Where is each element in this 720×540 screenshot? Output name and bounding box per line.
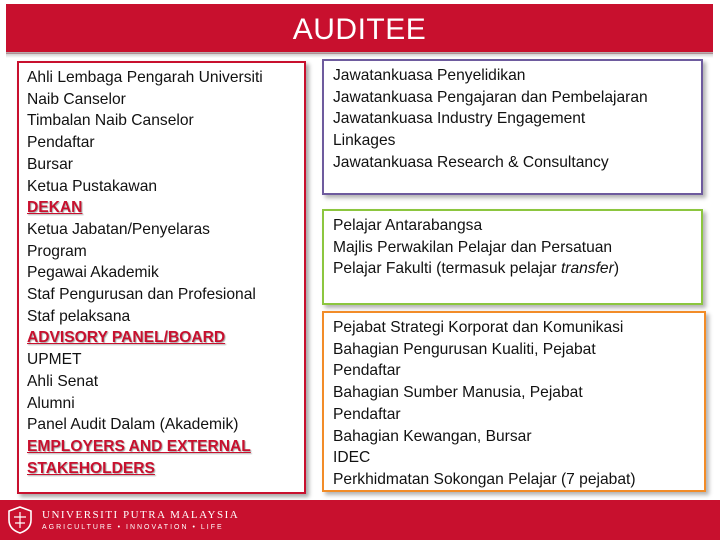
students-line bbox=[333, 258, 701, 280]
office-item: IDEC bbox=[333, 449, 371, 467]
auditee-item: Ahli Senat bbox=[27, 372, 99, 390]
auditee-item: Naib Canselor bbox=[27, 90, 126, 108]
title-bar-shadow bbox=[6, 52, 713, 58]
university-tagline: AGRICULTURE • INNOVATION • LIFE bbox=[42, 524, 224, 531]
highlighted-auditee-item: EMPLOYERS AND EXTERNAL bbox=[27, 437, 251, 455]
office-item: Bahagian Kewangan, Bursar bbox=[333, 427, 532, 445]
auditee-item: Ahli Lembaga Pengarah Universiti bbox=[27, 69, 263, 86]
auditee-item: Bursar bbox=[27, 155, 73, 173]
auditee-item: Staf pelaksana bbox=[27, 307, 131, 325]
auditee-item: Timbalan Naib Canselor bbox=[27, 112, 194, 130]
slide-title: AUDITEE bbox=[292, 13, 427, 46]
highlighted-auditee-item: DEKAN bbox=[27, 199, 83, 217]
students-line: Pelajar Antarabangsa bbox=[333, 217, 483, 234]
committee-item: Jawatankuasa Penyelidikan bbox=[333, 67, 526, 84]
office-item: Bahagian Pengurusan Kualiti, Pejabat bbox=[333, 340, 596, 358]
university-name: UNIVERSITI PUTRA MALAYSIA bbox=[42, 509, 240, 521]
auditee-item: Panel Audit Dalam (Akademik) bbox=[27, 416, 239, 434]
auditee-item: Staf Pengurusan dan Profesional bbox=[27, 286, 256, 304]
office-item: Pendaftar bbox=[333, 362, 401, 380]
highlighted-auditee-item: STAKEHOLDERS bbox=[27, 459, 155, 477]
office-item: Pejabat Strategi Korporat dan Komunikasi bbox=[333, 319, 624, 336]
committee-item: Jawatankuasa Research & Consultancy bbox=[333, 153, 609, 171]
title-bar bbox=[6, 4, 713, 54]
office-item: Pendaftar bbox=[333, 405, 401, 423]
students-line-prefix: Pelajar Fakulti (termasuk pelajar bbox=[333, 260, 561, 278]
students-line: Majlis Perwakilan Pelajar dan Persatuan bbox=[333, 238, 613, 256]
offices-panel bbox=[322, 311, 706, 492]
office-item: Bahagian Sumber Manusia, Pejabat bbox=[333, 384, 583, 402]
office-item: Perkhidmatan Sokongan Pelajar (7 pejabat) bbox=[333, 470, 636, 488]
auditee-list-panel bbox=[17, 61, 306, 494]
auditee-item: Pendaftar bbox=[27, 134, 95, 152]
auditee-item: Program bbox=[27, 242, 87, 260]
auditee-item: Ketua Jabatan/Penyelaras bbox=[27, 220, 210, 238]
auditee-item: UPMET bbox=[27, 351, 82, 369]
students-line-suffix: ) bbox=[613, 260, 620, 278]
auditee-item: Alumni bbox=[27, 394, 75, 412]
upm-crest-icon bbox=[7, 506, 33, 534]
students-panel bbox=[322, 209, 703, 305]
auditee-item: Ketua Pustakawan bbox=[27, 177, 158, 195]
students-line-italic: transfer bbox=[560, 260, 614, 278]
auditee-item: Pegawai Akademik bbox=[27, 264, 159, 282]
highlighted-auditee-item: ADVISORY PANEL/BOARD bbox=[27, 329, 226, 347]
footer-banner bbox=[0, 500, 720, 540]
committees-panel bbox=[322, 59, 703, 195]
committee-item: Linkages bbox=[333, 132, 396, 150]
committee-item: Jawatankuasa Pengajaran dan Pembelajaran bbox=[333, 88, 648, 106]
committee-item: Jawatankuasa Industry Engagement bbox=[333, 110, 586, 128]
